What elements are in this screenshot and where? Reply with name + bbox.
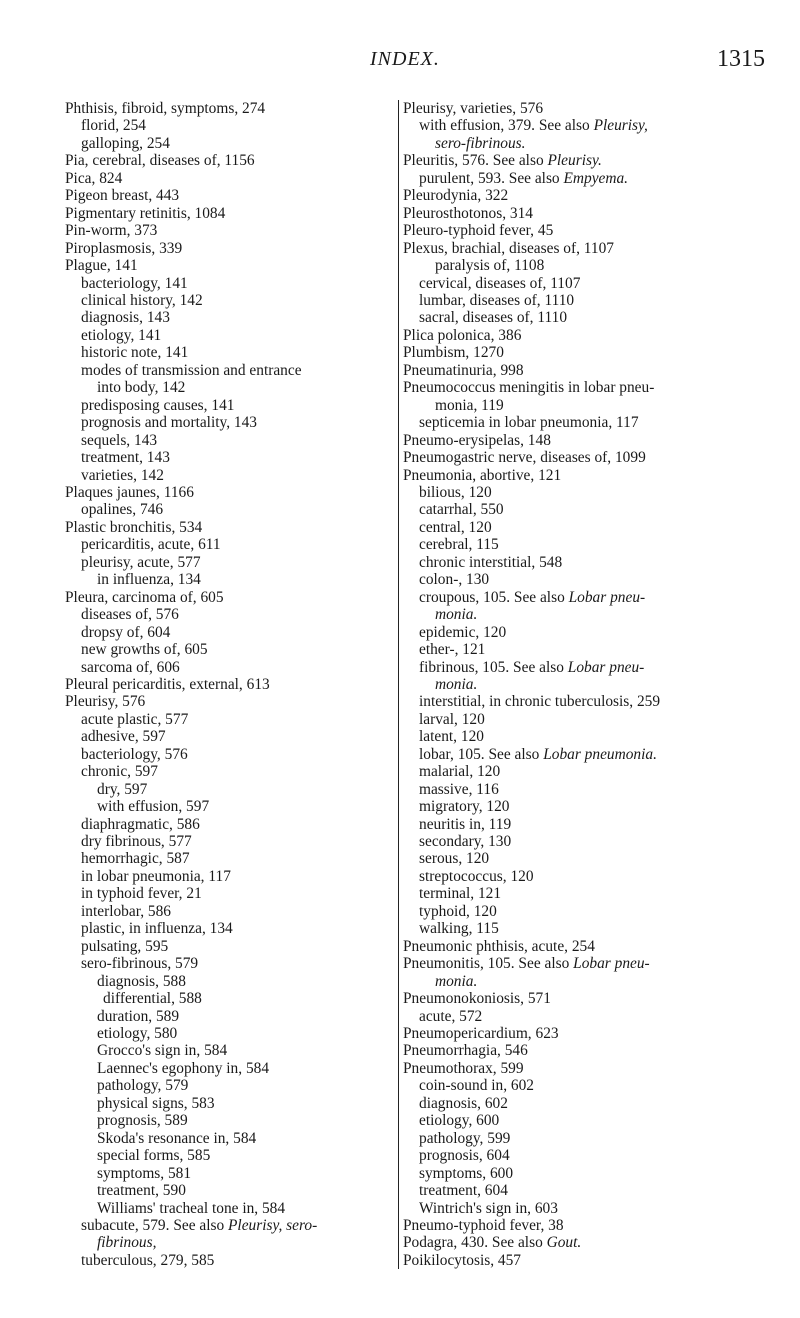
index-entry bbox=[63, 484, 391, 501]
index-entry-text: diseases of, 576 bbox=[81, 606, 179, 624]
cross-reference: Pleurisy, bbox=[593, 117, 648, 135]
index-entry-text: septicemia in lobar pneumonia, 117 bbox=[419, 414, 639, 432]
index-entry-text: Plaques jaunes, 1166 bbox=[65, 483, 194, 501]
index-entry-text: adhesive, 597 bbox=[81, 728, 166, 746]
index-entry bbox=[401, 728, 731, 745]
index-entry-text: central, 120 bbox=[419, 518, 492, 536]
index-entry-text: in typhoid fever, 21 bbox=[81, 885, 202, 903]
index-entry-text: lumbar, diseases of, 1110 bbox=[419, 291, 575, 309]
index-entry-text: Skoda's resonance in, 584 bbox=[97, 1129, 257, 1147]
index-column-left bbox=[63, 100, 391, 1269]
index-entry bbox=[401, 781, 731, 798]
index-entry bbox=[63, 1165, 391, 1182]
index-entry bbox=[63, 240, 391, 257]
index-entry-text: sarcoma of, 606 bbox=[81, 658, 180, 676]
index-entry bbox=[401, 1182, 731, 1199]
index-entry-text: opalines, 746 bbox=[81, 501, 164, 519]
index-entry-text: epidemic, 120 bbox=[419, 623, 507, 641]
index-entry-text: Piroplasmosis, 339 bbox=[65, 239, 183, 257]
cross-reference: Gout. bbox=[546, 1234, 582, 1252]
index-entry bbox=[63, 536, 391, 553]
index-entry-text: serous, 120 bbox=[419, 850, 490, 868]
index-entry-text: Plexus, brachial, diseases of, 1107 bbox=[403, 239, 615, 257]
cross-reference: Lobar pneu- bbox=[568, 588, 646, 606]
index-entry-text: galloping, 254 bbox=[81, 134, 170, 152]
index-entry-text: Pneumothorax, 599 bbox=[403, 1059, 524, 1077]
index-entry-text: Pleurodynia, 322 bbox=[403, 187, 509, 205]
index-entry-text: Pneumonic phthisis, acute, 254 bbox=[403, 937, 595, 955]
index-entry-text: Pleurisy, varieties, 576 bbox=[403, 100, 544, 117]
index-entry bbox=[401, 659, 731, 676]
index-entry-text: ether-, 121 bbox=[419, 641, 486, 659]
index-entry bbox=[63, 344, 391, 361]
index-entry bbox=[63, 1200, 391, 1217]
index-entry bbox=[63, 885, 391, 902]
index-entry-text: Plica polonica, 386 bbox=[403, 326, 522, 344]
index-entry-text: Pneumopericardium, 623 bbox=[403, 1025, 559, 1043]
index-entry-text: bacteriology, 576 bbox=[81, 745, 188, 763]
index-entry bbox=[63, 170, 391, 187]
index-entry-text: dry, 597 bbox=[97, 780, 148, 798]
index-entry bbox=[401, 1060, 731, 1077]
index-entry bbox=[401, 1200, 731, 1217]
index-entry bbox=[63, 100, 391, 117]
index-entry-text: Pneumogastric nerve, diseases of, 1099 bbox=[403, 449, 646, 467]
index-entry-text: chronic, 597 bbox=[81, 763, 158, 781]
index-entry bbox=[63, 938, 391, 955]
index-entry bbox=[63, 816, 391, 833]
index-entry bbox=[401, 1147, 731, 1164]
index-entry-text: colon-, 130 bbox=[419, 571, 490, 589]
index-entry bbox=[63, 1060, 391, 1077]
index-entry bbox=[63, 728, 391, 745]
index-entry-text: terminal, 121 bbox=[419, 885, 502, 903]
index-entry-text: pathology, 579 bbox=[97, 1077, 189, 1095]
cross-reference: Pleurisy, sero- bbox=[228, 1217, 318, 1234]
index-entry-text: pleurisy, acute, 577 bbox=[81, 553, 201, 571]
index-entry-text: paralysis of, 1108 bbox=[435, 257, 545, 275]
index-entry-text: new growths of, 605 bbox=[81, 641, 208, 659]
index-entry bbox=[401, 362, 731, 379]
index-entry bbox=[63, 257, 391, 274]
index-entry bbox=[63, 519, 391, 536]
index-entry bbox=[401, 606, 731, 623]
index-entry bbox=[63, 606, 391, 623]
index-entry bbox=[401, 920, 731, 937]
index-entry-text: Williams' tracheal tone in, 584 bbox=[97, 1199, 286, 1217]
index-entry-text: croupous, 105. See also bbox=[419, 588, 569, 606]
page-header bbox=[0, 48, 800, 82]
index-entry-text: acute, 572 bbox=[419, 1007, 483, 1025]
index-entry bbox=[63, 432, 391, 449]
index-entry-text: bacteriology, 141 bbox=[81, 274, 188, 292]
index-entry-text: varieties, 142 bbox=[81, 466, 164, 484]
index-entry bbox=[63, 205, 391, 222]
index-entry bbox=[401, 292, 731, 309]
cross-reference: fibrinous, bbox=[97, 1234, 157, 1252]
index-entry-text: catarrhal, 550 bbox=[419, 501, 504, 519]
cross-reference: monia. bbox=[435, 675, 478, 693]
index-entry bbox=[63, 449, 391, 466]
index-entry bbox=[63, 798, 391, 815]
index-entry bbox=[401, 990, 731, 1007]
index-entry bbox=[401, 850, 731, 867]
index-entry-text: diaphragmatic, 586 bbox=[81, 815, 200, 833]
index-entry bbox=[63, 676, 391, 693]
index-entry bbox=[401, 536, 731, 553]
index-entry bbox=[401, 467, 731, 484]
index-entry-text: Pigeon breast, 443 bbox=[65, 187, 180, 205]
index-entry bbox=[401, 746, 731, 763]
index-entry bbox=[401, 519, 731, 536]
index-entry-text: Pneumonitis, 105. See also bbox=[403, 955, 574, 973]
index-entry bbox=[401, 1112, 731, 1129]
index-entry-text: secondary, 130 bbox=[419, 833, 512, 851]
index-entry bbox=[63, 868, 391, 885]
index-entry-text: treatment, 590 bbox=[97, 1182, 186, 1200]
index-entry-text: Pin-worm, 373 bbox=[65, 222, 158, 240]
index-entry-text: Laennec's egophony in, 584 bbox=[97, 1059, 270, 1077]
index-entry bbox=[401, 257, 731, 274]
index-entry bbox=[63, 117, 391, 134]
cross-reference: Empyema. bbox=[563, 169, 629, 187]
index-entry-text: migratory, 120 bbox=[419, 798, 510, 816]
index-entry-text: modes of transmission and entrance bbox=[81, 361, 302, 379]
index-entry bbox=[63, 624, 391, 641]
index-entry bbox=[401, 676, 731, 693]
index-entry-text: Pigmentary retinitis, 1084 bbox=[65, 204, 226, 222]
running-title: INDEX. bbox=[370, 48, 440, 70]
index-entry-text: Pleural pericarditis, external, 613 bbox=[65, 675, 270, 693]
cross-reference: monia. bbox=[435, 972, 478, 990]
index-entry bbox=[401, 501, 731, 518]
index-entry-text: etiology, 600 bbox=[419, 1112, 500, 1130]
index-entry bbox=[401, 571, 731, 588]
index-entry-text: Pleurosthotonos, 314 bbox=[403, 204, 533, 222]
index-entry bbox=[63, 414, 391, 431]
index-entry-text: plastic, in influenza, 134 bbox=[81, 920, 233, 938]
index-entry-text: with effusion, 379. See also bbox=[419, 117, 594, 135]
index-entry-text: prognosis and mortality, 143 bbox=[81, 414, 257, 432]
index-entry-text: Podagra, 430. See also bbox=[403, 1234, 547, 1252]
index-entry-text: diagnosis, 602 bbox=[419, 1094, 508, 1112]
index-entry-text: pathology, 599 bbox=[419, 1129, 511, 1147]
index-entry-text: prognosis, 604 bbox=[419, 1147, 510, 1165]
index-entry bbox=[63, 693, 391, 710]
index-entry bbox=[63, 589, 391, 606]
index-entry bbox=[63, 1130, 391, 1147]
index-entry bbox=[63, 903, 391, 920]
index-entry bbox=[401, 1130, 731, 1147]
index-entry bbox=[63, 397, 391, 414]
index-entry-text: clinical history, 142 bbox=[81, 291, 203, 309]
index-entry-text: larval, 120 bbox=[419, 710, 485, 728]
index-entry bbox=[63, 641, 391, 658]
index-entry bbox=[401, 711, 731, 728]
index-entry-text: etiology, 580 bbox=[97, 1025, 178, 1043]
index-entry-text: dropsy of, 604 bbox=[81, 623, 171, 641]
index-entry-text: Pneumo-erysipelas, 148 bbox=[403, 431, 551, 449]
index-entry bbox=[401, 589, 731, 606]
index-entry-text: symptoms, 581 bbox=[97, 1164, 192, 1182]
index-entry-text: subacute, 579. See also bbox=[81, 1217, 229, 1234]
index-entry-text: historic note, 141 bbox=[81, 344, 189, 362]
index-entry bbox=[401, 449, 731, 466]
index-entry bbox=[401, 117, 731, 134]
index-entry bbox=[401, 903, 731, 920]
index-entry-text: Pneumatinuria, 998 bbox=[403, 361, 524, 379]
index-entry bbox=[401, 397, 731, 414]
index-entry-text: Plague, 141 bbox=[65, 257, 138, 275]
index-entry bbox=[63, 501, 391, 518]
index-entry bbox=[63, 327, 391, 344]
index-column-right bbox=[398, 100, 731, 1269]
index-entry-text: differential, 588 bbox=[103, 990, 202, 1008]
index-entry-text: symptoms, 600 bbox=[419, 1164, 514, 1182]
index-entry bbox=[63, 152, 391, 169]
index-entry-text: Pica, 824 bbox=[65, 169, 123, 187]
index-entry bbox=[401, 170, 731, 187]
index-entry-text: predisposing causes, 141 bbox=[81, 396, 235, 414]
index-entry bbox=[401, 432, 731, 449]
index-entry bbox=[63, 833, 391, 850]
index-entry bbox=[401, 833, 731, 850]
index-entry bbox=[63, 222, 391, 239]
index-entry bbox=[401, 100, 731, 117]
cross-reference: Lobar pneumonia. bbox=[543, 745, 657, 763]
index-entry-text: Plumbism, 1270 bbox=[403, 344, 504, 362]
index-entry-text: walking, 115 bbox=[419, 920, 499, 938]
index-entry-text: latent, 120 bbox=[419, 728, 484, 746]
index-entry-text: massive, 116 bbox=[419, 780, 499, 798]
index-entry bbox=[63, 571, 391, 588]
index-entry bbox=[401, 240, 731, 257]
index-entry bbox=[401, 414, 731, 431]
index-entry-text: hemorrhagic, 587 bbox=[81, 850, 190, 868]
index-entry bbox=[63, 1042, 391, 1059]
index-entry-text: Plastic bronchitis, 534 bbox=[65, 518, 203, 536]
index-entry bbox=[401, 275, 731, 292]
cross-reference: sero-fibrinous. bbox=[435, 134, 526, 152]
index-entry bbox=[63, 135, 391, 152]
index-entry bbox=[401, 763, 731, 780]
index-entry-text: Pleurisy, 576 bbox=[65, 693, 146, 711]
index-entry-text: chronic interstitial, 548 bbox=[419, 553, 563, 571]
index-entry bbox=[63, 1077, 391, 1094]
index-entry bbox=[63, 955, 391, 972]
index-entry bbox=[401, 624, 731, 641]
index-entry-text: Wintrich's sign in, 603 bbox=[419, 1199, 558, 1217]
index-entry bbox=[401, 327, 731, 344]
index-entry bbox=[63, 1112, 391, 1129]
index-entry bbox=[401, 693, 731, 710]
index-entry bbox=[401, 187, 731, 204]
index-entry bbox=[63, 746, 391, 763]
index-entry-text: malarial, 120 bbox=[419, 763, 501, 781]
index-entry bbox=[401, 1217, 731, 1234]
index-entry-text: in influenza, 134 bbox=[97, 571, 201, 589]
index-entry-text: monia, 119 bbox=[435, 396, 504, 414]
index-entry-text: with effusion, 597 bbox=[97, 798, 210, 816]
index-entry-text: prognosis, 589 bbox=[97, 1112, 188, 1130]
index-entry-text: bilious, 120 bbox=[419, 483, 492, 501]
index-entry bbox=[401, 955, 731, 972]
index-entry-text: lobar, 105. See also bbox=[419, 745, 544, 763]
index-entry bbox=[63, 309, 391, 326]
index-entry bbox=[401, 1095, 731, 1112]
cross-reference: monia. bbox=[435, 606, 478, 624]
index-entry-text: special forms, 585 bbox=[97, 1147, 211, 1165]
index-entry-text: typhoid, 120 bbox=[419, 902, 497, 920]
index-entry-text: in lobar pneumonia, 117 bbox=[81, 867, 231, 885]
index-entry-text: etiology, 141 bbox=[81, 326, 162, 344]
index-entry bbox=[63, 990, 391, 1007]
index-entry bbox=[63, 1217, 391, 1234]
index-entry bbox=[63, 1008, 391, 1025]
index-entry-text: physical signs, 583 bbox=[97, 1094, 215, 1112]
index-entry-text: purulent, 593. See also bbox=[419, 169, 564, 187]
index-entry bbox=[63, 1147, 391, 1164]
index-entry bbox=[401, 1025, 731, 1042]
index-entry-text: Pleura, carcinoma of, 605 bbox=[65, 588, 224, 606]
index-entry bbox=[401, 798, 731, 815]
index-entry-text: neuritis in, 119 bbox=[419, 815, 512, 833]
index-entry-text: sequels, 143 bbox=[81, 431, 158, 449]
index-entry bbox=[63, 781, 391, 798]
index-entry bbox=[63, 711, 391, 728]
index-entry bbox=[401, 135, 731, 152]
index-entry-text: treatment, 143 bbox=[81, 449, 170, 467]
index-entry-text: dry fibrinous, 577 bbox=[81, 833, 192, 851]
index-entry bbox=[401, 816, 731, 833]
index-entry bbox=[401, 152, 731, 169]
cross-reference: Lobar pneu- bbox=[567, 658, 645, 676]
index-entry-text: Pia, cerebral, diseases of, 1156 bbox=[65, 152, 255, 170]
index-entry bbox=[401, 484, 731, 501]
index-entry-text: streptococcus, 120 bbox=[419, 867, 534, 885]
index-entry bbox=[401, 641, 731, 658]
index-entry-text: acute plastic, 577 bbox=[81, 710, 189, 728]
index-entry bbox=[63, 275, 391, 292]
index-entry-text: Pneumonia, abortive, 121 bbox=[403, 466, 562, 484]
index-entry bbox=[63, 292, 391, 309]
index-entry bbox=[401, 1165, 731, 1182]
index-entry bbox=[63, 1234, 391, 1251]
cross-reference: Pleurisy. bbox=[547, 152, 602, 170]
index-entry-text: sero-fibrinous, 579 bbox=[81, 955, 199, 973]
index-entry bbox=[401, 868, 731, 885]
index-entry-text: cerebral, 115 bbox=[419, 536, 499, 554]
index-entry bbox=[63, 467, 391, 484]
index-entry-text: treatment, 604 bbox=[419, 1182, 508, 1200]
index-entry-text: diagnosis, 588 bbox=[97, 972, 186, 990]
index-entry-text: diagnosis, 143 bbox=[81, 309, 170, 327]
index-entry bbox=[63, 763, 391, 780]
index-entry bbox=[401, 554, 731, 571]
index-entry bbox=[63, 659, 391, 676]
index-entry bbox=[63, 362, 391, 379]
cross-reference: Lobar pneu- bbox=[573, 955, 650, 973]
index-entry-text: Pneumorrhagia, 546 bbox=[403, 1042, 528, 1060]
index-entry-text: coin-sound in, 602 bbox=[419, 1077, 534, 1095]
index-entry bbox=[401, 309, 731, 326]
index-entry-text: interstitial, in chronic tuberculosis, 259 bbox=[419, 693, 661, 711]
index-entry-text: duration, 589 bbox=[97, 1007, 180, 1025]
index-entry-text: fibrinous, 105. See also bbox=[419, 658, 568, 676]
index-entry bbox=[63, 1095, 391, 1112]
index-entry-text: pulsating, 595 bbox=[81, 937, 169, 955]
index-entry bbox=[401, 1042, 731, 1059]
index-entry-text: Pneumo-typhoid fever, 38 bbox=[403, 1217, 564, 1234]
index-entry bbox=[401, 938, 731, 955]
index-entry-text: Pneumococcus meningitis in lobar pneu- bbox=[403, 379, 655, 397]
index-entry-text: cervical, diseases of, 1107 bbox=[419, 274, 581, 292]
index-entry bbox=[401, 379, 731, 396]
index-entry-text: tuberculous, 279, 585 bbox=[81, 1251, 215, 1269]
index-entry bbox=[63, 973, 391, 990]
index-entry bbox=[63, 1252, 391, 1269]
index-entry-text: interlobar, 586 bbox=[81, 902, 171, 920]
index-entry-text: pericarditis, acute, 611 bbox=[81, 536, 221, 554]
index-entry bbox=[63, 1025, 391, 1042]
index-entry-text: Poikilocytosis, 457 bbox=[403, 1251, 522, 1269]
index-entry-text: Pleuro-typhoid fever, 45 bbox=[403, 222, 554, 240]
index-entry bbox=[401, 1252, 731, 1269]
index-entry-text: sacral, diseases of, 1110 bbox=[419, 309, 568, 327]
index-entry bbox=[401, 1077, 731, 1094]
index-entry-text: into body, 142 bbox=[97, 379, 186, 397]
index-entry-text: Phthisis, fibroid, symptoms, 274 bbox=[65, 100, 266, 117]
index-entry bbox=[63, 850, 391, 867]
index-entry bbox=[63, 187, 391, 204]
index-entry bbox=[63, 920, 391, 937]
index-entry-text: Pleuritis, 576. See also bbox=[403, 152, 548, 170]
index-entry bbox=[63, 554, 391, 571]
page-number: 1315 bbox=[717, 46, 765, 72]
index-entry-text: florid, 254 bbox=[81, 117, 146, 135]
index-entry bbox=[401, 973, 731, 990]
index-entry bbox=[401, 1008, 731, 1025]
index-entry bbox=[401, 344, 731, 361]
index-entry bbox=[401, 1234, 731, 1251]
index-entry bbox=[63, 1182, 391, 1199]
index-entry bbox=[63, 379, 391, 396]
index-entry bbox=[401, 222, 731, 239]
index-entry-text: Grocco's sign in, 584 bbox=[97, 1042, 228, 1060]
index-entry-text: Pneumonokoniosis, 571 bbox=[403, 990, 551, 1008]
index-entry bbox=[401, 205, 731, 222]
index-entry bbox=[401, 885, 731, 902]
